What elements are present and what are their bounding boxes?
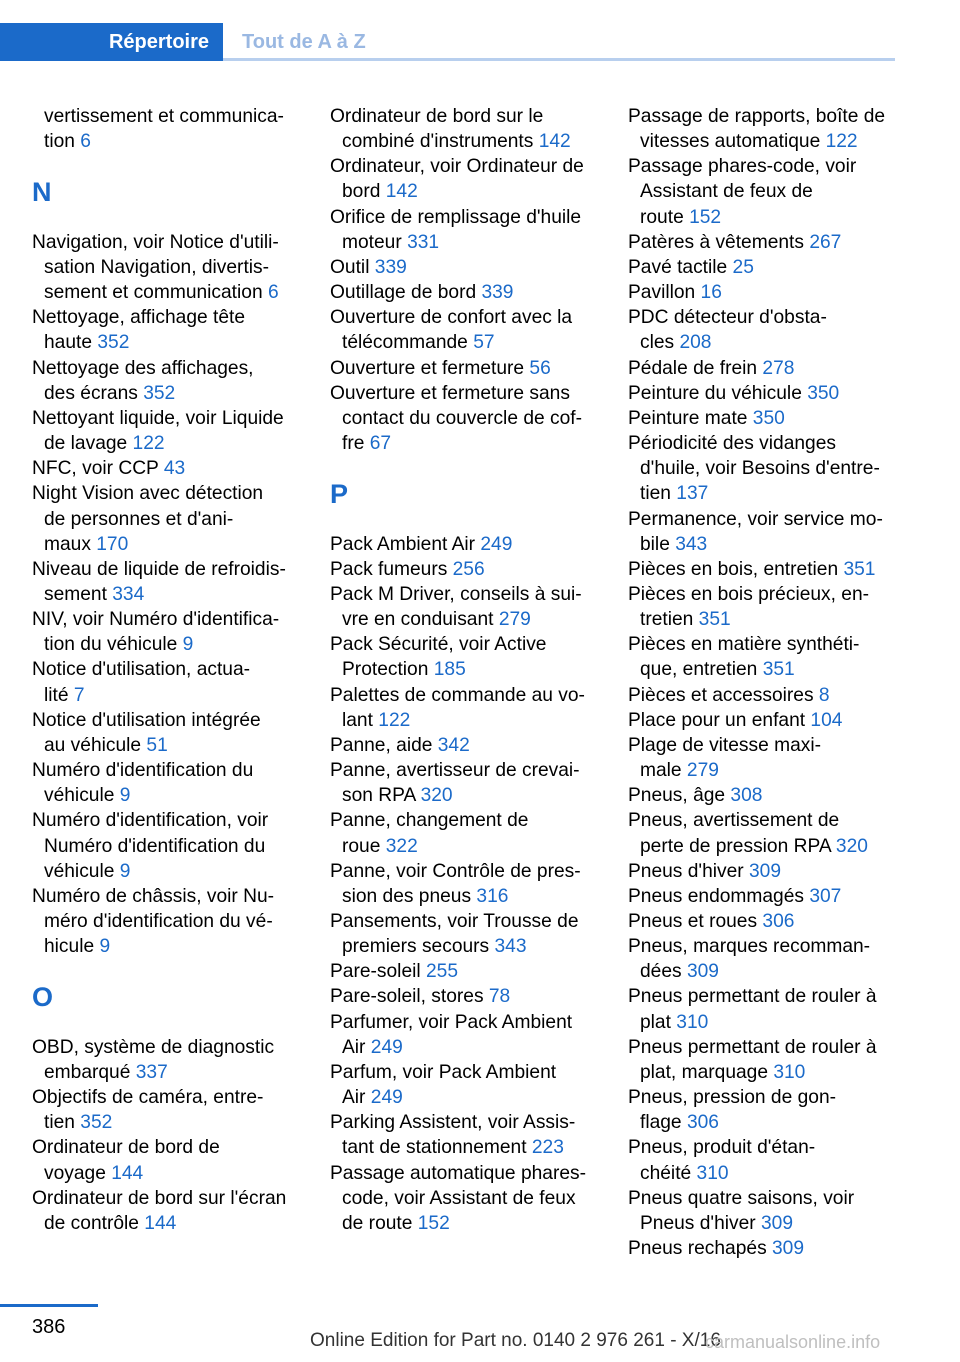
index-entry <box>628 381 896 406</box>
index-entry-text: véhicule <box>44 785 120 807</box>
index-entry-text: maux <box>44 533 97 555</box>
index-entry-text: Pack M Driver, conseils à sui- <box>330 583 582 605</box>
page-reference-link[interactable]: 78 <box>488 986 511 1008</box>
index-entry-text: Air <box>342 1036 371 1058</box>
page-reference-link[interactable]: 350 <box>807 382 840 404</box>
index-entry <box>32 758 300 808</box>
tab-repertoire[interactable] <box>0 23 223 61</box>
index-entry-text: Ordinateur de bord sur le <box>330 106 544 127</box>
index-entry-text: tant de stationnement <box>342 1137 532 1159</box>
page-reference-link[interactable]: 342 <box>437 734 470 756</box>
index-entry-text: Assistant de feux de <box>640 181 813 203</box>
index-entry <box>628 1035 896 1085</box>
index-entry-text: Panne, aide <box>330 734 438 756</box>
index-entry-text: sement <box>44 583 113 605</box>
index-entry-text: flage <box>640 1112 687 1134</box>
index-entry-text: sement et communication <box>44 282 268 304</box>
page-reference-link[interactable]: 310 <box>696 1162 729 1184</box>
index-entry-text: haute <box>44 332 98 354</box>
index-entry <box>628 1186 896 1236</box>
page-reference-link[interactable]: 6 <box>80 131 91 153</box>
page-reference-link[interactable]: 142 <box>538 131 571 153</box>
index-entry <box>32 104 300 154</box>
index-entry <box>32 808 300 883</box>
index-entry-text: des écrans <box>44 382 144 404</box>
page-reference-link[interactable]: 8 <box>818 684 830 706</box>
page-reference-link[interactable]: 331 <box>407 231 440 253</box>
index-entry-text: Plage de vitesse maxi- <box>628 734 822 756</box>
index-entry <box>330 1110 598 1160</box>
index-entry <box>628 305 896 355</box>
index-entry-text: roue <box>342 835 386 857</box>
page-reference-link[interactable]: 249 <box>480 533 513 555</box>
index-entry-text: premiers secours <box>342 936 495 958</box>
page-reference-link[interactable]: 56 <box>529 357 551 379</box>
page-reference-link[interactable]: 7 <box>73 684 85 706</box>
page-reference-link[interactable]: 255 <box>425 961 458 983</box>
index-entry <box>628 909 896 934</box>
index-entry-text: Pack fumeurs <box>330 558 453 580</box>
index-entry-text: au véhicule <box>44 734 147 756</box>
index-entry-text: Peinture du véhicule <box>628 382 808 404</box>
index-entry <box>330 733 598 758</box>
page-reference-link[interactable]: 9 <box>119 860 131 882</box>
index-entry-text: code, voir Assistant de feux <box>342 1187 576 1209</box>
index-entry-text: Pneus et roues <box>628 911 763 932</box>
index-entry-text: Numéro d'identification du <box>32 760 254 782</box>
index-entry-text: sation Navigation, divertis- <box>44 256 270 278</box>
index-entry <box>628 808 896 858</box>
index-entry <box>330 381 598 456</box>
index-column-2 <box>330 104 598 1236</box>
index-entry-text: Peinture mate <box>628 407 753 429</box>
page-reference-link[interactable]: 351 <box>762 659 795 681</box>
index-entry <box>330 280 598 305</box>
index-entry <box>330 154 598 204</box>
page-reference-link[interactable]: 104 <box>810 709 843 731</box>
index-entry-text: Pneus rechapés <box>628 1238 772 1260</box>
page-reference-link[interactable]: 334 <box>112 583 145 605</box>
tab-bar <box>0 0 895 64</box>
index-entry-text: tien <box>44 1112 81 1134</box>
page-reference-link[interactable]: 170 <box>96 533 129 555</box>
page-reference-link[interactable]: 306 <box>686 1112 719 1134</box>
index-entry <box>32 230 300 305</box>
index-entry <box>628 356 896 381</box>
page-reference-link[interactable]: 57 <box>473 332 495 354</box>
index-entry-text: Pansements, voir Trousse de <box>330 911 579 933</box>
page-reference-link[interactable]: 9 <box>182 634 194 656</box>
page-reference-link[interactable]: 25 <box>732 256 754 278</box>
index-entry-text: voyage <box>44 1162 112 1184</box>
index-entry-text: Outil <box>330 256 375 278</box>
index-entry-text: véhicule <box>44 860 120 882</box>
index-entry-text: Pièces en bois, entretien <box>628 558 844 580</box>
page-reference-link[interactable]: 307 <box>809 885 842 907</box>
index-entry-text: Ouverture de confort avec la <box>330 307 573 329</box>
index-entry <box>330 808 598 858</box>
index-entry-text: plat <box>640 1011 677 1033</box>
page-reference-link[interactable]: 310 <box>773 1061 806 1083</box>
page-reference-link[interactable]: 339 <box>374 256 407 278</box>
index-column-3 <box>628 104 896 1261</box>
index-entry-text: combiné d'instruments <box>342 131 539 153</box>
index-entry <box>330 683 598 733</box>
index-entry <box>628 154 896 229</box>
page-reference-link[interactable]: 337 <box>135 1061 168 1083</box>
index-entry-text: Notice d'utilisation intégrée <box>32 709 261 731</box>
index-entry <box>628 255 896 280</box>
index-entry-text: Protection <box>342 659 434 681</box>
index-entry <box>330 984 598 1009</box>
index-entry-text: Pack Ambient Air <box>330 533 481 555</box>
index-entry-text: Numéro d'identification, voir <box>32 810 269 832</box>
index-entry-text: Panne, changement de <box>330 810 529 832</box>
index-entry <box>628 708 896 733</box>
index-entry-text: Notice d'utilisation, actua- <box>32 659 251 681</box>
index-entry-text: Panne, voir Contrôle de pres- <box>330 860 581 882</box>
index-entry <box>330 205 598 255</box>
index-entry <box>32 657 300 707</box>
watermark: carmanualsonline.info <box>705 1332 881 1352</box>
index-entry <box>330 1010 598 1060</box>
index-entry-text: Pare-soleil, stores <box>330 986 489 1008</box>
index-entry-text: Place pour un enfant <box>628 709 811 731</box>
index-entry-text: Outillage de bord <box>330 282 482 304</box>
index-entry-text: Pneus permettant de rouler à <box>628 986 877 1008</box>
index-entry-text: Numéro d'identification du <box>44 835 266 857</box>
index-entry-text: télécommande <box>342 332 474 354</box>
index-entry-text: de route <box>342 1212 418 1234</box>
index-entry-text: tion du véhicule <box>44 634 183 656</box>
index-entry-text: Air <box>342 1087 371 1109</box>
index-entry-text: contact du couvercle de cof- <box>342 407 582 429</box>
index-letter-heading: O <box>32 981 54 1012</box>
index-entry <box>628 582 896 632</box>
index-entry-text: que, entretien <box>640 659 763 681</box>
index-entry-text: OBD, système de diagnostic <box>32 1036 275 1058</box>
index-entry-text: Pédale de frein <box>628 357 763 379</box>
index-entry <box>330 909 598 959</box>
index-entry <box>330 1161 598 1236</box>
index-entry <box>32 1135 300 1185</box>
page-reference-link[interactable]: 343 <box>675 533 708 555</box>
index-entry <box>330 104 598 154</box>
index-entry <box>628 632 896 682</box>
index-entry <box>330 632 598 682</box>
page-reference-link[interactable]: 309 <box>761 1212 794 1234</box>
index-entry-text: vitesses automatique <box>640 131 826 153</box>
page-reference-link[interactable]: 339 <box>481 282 514 304</box>
index-entry <box>628 230 896 255</box>
index-entry-text: chéité <box>640 1162 697 1184</box>
index-entry-text: Pneus endommagés <box>628 885 810 907</box>
page-reference-link[interactable]: 249 <box>370 1087 403 1109</box>
index-entry-text: d'huile, voir Besoins d'entre- <box>640 458 880 480</box>
index-entry-text: Passage phares-code, voir <box>628 156 857 178</box>
page-reference-link[interactable]: 9 <box>119 785 131 807</box>
index-entry <box>628 683 896 708</box>
index-entry <box>628 1085 896 1135</box>
index-entry-text: perte de pression RPA <box>640 835 836 857</box>
page-reference-link[interactable]: 351 <box>843 558 876 580</box>
index-entry-text: Objectifs de caméra, entre- <box>32 1087 264 1109</box>
page-reference-link[interactable]: 308 <box>730 785 763 807</box>
page-reference-link[interactable]: 322 <box>385 835 418 857</box>
page-reference-link[interactable]: 208 <box>679 332 712 354</box>
page-reference-link[interactable]: 256 <box>452 558 485 580</box>
page-reference-link[interactable]: 137 <box>676 483 709 505</box>
index-entry-text: Ouverture et fermeture sans <box>330 382 570 404</box>
index-entry <box>330 758 598 808</box>
index-letter-heading: N <box>32 176 52 207</box>
index-entry-text: son RPA <box>342 785 421 807</box>
page-reference-link[interactable]: 309 <box>772 1238 805 1260</box>
index-entry-text: de lavage <box>44 433 133 455</box>
index-entry-text: Passage de rapports, boîte de <box>628 106 886 127</box>
index-entry <box>32 1035 300 1085</box>
page-reference-link[interactable]: 144 <box>144 1212 177 1234</box>
page-reference-link[interactable]: 152 <box>689 206 722 228</box>
index-entry <box>32 1085 300 1135</box>
page-reference-link[interactable]: 144 <box>111 1162 144 1184</box>
page-reference-link[interactable]: 223 <box>531 1137 564 1159</box>
page-reference-link[interactable]: 306 <box>762 911 795 932</box>
page-reference-link[interactable]: 267 <box>809 231 842 253</box>
index-entry <box>628 783 896 808</box>
index-entry <box>628 431 896 506</box>
index-letter-heading: P <box>330 478 349 509</box>
index-entry-text: Ouverture et fermeture <box>330 357 530 379</box>
index-column-1 <box>32 104 300 1236</box>
index-entry-text: Parfumer, voir Pack Ambient <box>330 1011 573 1033</box>
index-entry-text: Pneus, âge <box>628 785 731 807</box>
index-entry <box>32 456 300 481</box>
page-reference-link[interactable]: 122 <box>378 709 411 731</box>
index-entry-text: Pavillon <box>628 282 701 304</box>
index-entry-text: bile <box>640 533 676 555</box>
index-entry-text: Pièces en matière synthéti- <box>628 634 860 656</box>
index-entry-text: fre <box>342 433 370 455</box>
index-entry-text: cles <box>640 332 680 354</box>
index-entry <box>628 884 896 909</box>
index-entry-text: Navigation, voir Notice d'utili- <box>32 231 279 253</box>
index-entry <box>628 934 896 984</box>
index-entry <box>330 959 598 984</box>
index-entry <box>32 305 300 355</box>
index-entry-text: tretien <box>640 609 699 631</box>
index-entry-text: Parfum, voir Pack Ambient <box>330 1061 557 1083</box>
index-entry <box>32 884 300 959</box>
index-entry <box>32 607 300 657</box>
page-reference-link[interactable]: 279 <box>498 609 531 631</box>
index-entry-text: méro d'identification du vé- <box>44 911 273 933</box>
page-reference-link[interactable]: 320 <box>835 835 868 857</box>
page-reference-link[interactable]: 67 <box>369 433 392 455</box>
index-entry <box>32 406 300 456</box>
index-entry-text: Ordinateur de bord de <box>32 1137 220 1159</box>
page-reference-link[interactable]: 9 <box>99 936 111 958</box>
page-reference-link[interactable]: 16 <box>700 282 722 304</box>
index-entry <box>628 557 896 582</box>
index-entry <box>32 557 300 607</box>
index-entry-text: Orifice de remplissage d'huile <box>330 206 582 228</box>
index-entry <box>628 1135 896 1185</box>
index-entry-text: male <box>640 760 687 782</box>
index-entry-text: bord <box>342 181 386 203</box>
index-entry <box>628 859 896 884</box>
page-reference-link[interactable]: 278 <box>762 357 795 379</box>
index-entry <box>628 406 896 431</box>
index-entry-text: lant <box>342 709 379 731</box>
page-reference-link[interactable]: 320 <box>420 785 453 807</box>
index-entry <box>628 280 896 305</box>
index-entry-text: Night Vision avec détection <box>32 483 264 505</box>
index-entry-text: vertissement et communica- <box>44 106 284 127</box>
index-entry-text: Pneus quatre saisons, voir <box>628 1187 855 1209</box>
page-reference-link[interactable]: 352 <box>143 382 176 404</box>
index-entry-text: Panne, avertisseur de crevai- <box>330 760 580 782</box>
index-entry <box>330 532 598 557</box>
index-entry-text: PDC détecteur d'obsta- <box>628 307 827 329</box>
page-reference-link[interactable]: 279 <box>686 760 719 782</box>
index-entry <box>628 984 896 1034</box>
footer-rule <box>0 1304 98 1307</box>
page-reference-link[interactable]: 343 <box>494 936 527 958</box>
index-entry <box>330 557 598 582</box>
index-entry-text: Pneus, pression de gon- <box>628 1087 836 1109</box>
index-entry-text: Niveau de liquide de refroidis- <box>32 558 286 580</box>
page-reference-link[interactable]: 309 <box>749 860 782 882</box>
index-entry-text: Pneus d'hiver <box>640 1212 761 1234</box>
index-entry-text: Pièces en bois précieux, en- <box>628 583 870 605</box>
index-entry <box>330 859 598 909</box>
index-entry-text: Ordinateur, voir Ordinateur de <box>330 156 584 178</box>
index-entry-text: tion <box>44 131 81 153</box>
index-entry-text: tien <box>640 483 677 505</box>
index-entry-text: moteur <box>342 231 408 253</box>
tab-underline <box>223 58 895 61</box>
page-reference-link[interactable]: 352 <box>97 332 130 354</box>
index-entry <box>330 356 598 381</box>
tab-repertoire-label: Répertoire <box>108 30 209 53</box>
page-reference-link[interactable]: 122 <box>825 131 858 153</box>
index-entry-text: Patères à vêtements <box>628 231 810 253</box>
index-entry <box>32 1186 300 1236</box>
page-reference-link[interactable]: 310 <box>676 1011 709 1033</box>
index-entry-text: Pack Sécurité, voir Active <box>330 634 547 656</box>
index-entry-text: Pneus, avertissement de <box>628 810 840 832</box>
index-entry <box>330 255 598 280</box>
index-entry-text: Pneus d'hiver <box>628 860 749 882</box>
index-entry-text: de contrôle <box>44 1212 145 1234</box>
page-reference-link[interactable]: 152 <box>417 1212 450 1234</box>
index-entry-text: lité <box>44 684 74 706</box>
edition-note: Online Edition for Part no. 0140 2 976 261 - X/16 <box>310 1330 721 1351</box>
index-entry <box>628 733 896 783</box>
index-entry-text: vre en conduisant <box>342 609 499 631</box>
index-entry-text: Pare-soleil <box>330 961 426 983</box>
index-entry-text: Nettoyage des affichages, <box>32 357 254 379</box>
index-entry-text: Passage automatique phares- <box>330 1162 586 1184</box>
page-reference-link[interactable]: 142 <box>385 181 418 203</box>
page-reference-link[interactable]: 6 <box>267 282 279 304</box>
index-entry-text: Palettes de commande au vo- <box>330 684 585 706</box>
index-entry <box>32 481 300 556</box>
index-entry-text: NIV, voir Numéro d'identifica- <box>32 609 280 631</box>
page-reference-link[interactable]: 352 <box>80 1112 113 1134</box>
page-number: 386 <box>32 1316 66 1338</box>
tab-tout-de-a-a-z[interactable] <box>242 23 366 61</box>
index-entry-text: sion des pneus <box>342 885 477 907</box>
index-entry-text: Numéro de châssis, voir Nu- <box>32 885 275 907</box>
page-reference-link[interactable]: 51 <box>146 734 168 756</box>
index-entry-text: Parking Assistent, voir Assis- <box>330 1112 576 1134</box>
tab-tout-de-a-a-z-label: Tout de A à Z <box>242 30 366 53</box>
index-entry-text: Pneus, marques recomman- <box>628 936 871 958</box>
page-reference-link[interactable]: 316 <box>476 885 509 907</box>
index-entry <box>32 356 300 406</box>
index-entry-text: Pneus, produit d'étan- <box>628 1137 816 1159</box>
index-entry-text: NFC, voir CCP <box>32 458 164 480</box>
index-entry-text: embarqué <box>44 1061 136 1083</box>
index-entry-text: Périodicité des vidanges <box>628 433 836 455</box>
index-entry-text: Ordinateur de bord sur l'écran <box>32 1187 287 1209</box>
page-reference-link[interactable]: 43 <box>163 458 186 480</box>
index-entry-text: Permanence, voir service mo- <box>628 508 883 530</box>
index-entry-text: route <box>640 206 690 228</box>
index-entry-text: Pièces et accessoires <box>628 684 819 706</box>
page-reference-link[interactable]: 249 <box>370 1036 403 1058</box>
index-entry <box>32 708 300 758</box>
index-entry <box>628 1236 896 1261</box>
page-reference-link[interactable]: 309 <box>686 961 719 983</box>
index-entry <box>330 305 598 355</box>
page-reference-link[interactable]: 185 <box>433 659 466 681</box>
index-entry-text: Nettoyage, affichage tête <box>32 307 245 329</box>
page-reference-link[interactable]: 351 <box>698 609 731 631</box>
page-reference-link[interactable]: 122 <box>132 433 165 455</box>
index-entry <box>330 1060 598 1110</box>
index-entry <box>330 582 598 632</box>
index-entry-text: dées <box>640 961 687 983</box>
index-entry-text: hicule <box>44 936 100 958</box>
index-entry-text: de personnes et d'ani- <box>44 508 234 530</box>
index-entry-text: Pneus permettant de rouler à <box>628 1036 877 1058</box>
page-reference-link[interactable]: 350 <box>752 407 785 429</box>
index-entry <box>628 507 896 557</box>
index-entry-text: plat, marquage <box>640 1061 774 1083</box>
index-entry-text: Pavé tactile <box>628 256 733 278</box>
index-entry <box>628 104 896 154</box>
index-entry-text: Nettoyant liquide, voir Liquide <box>32 407 284 429</box>
